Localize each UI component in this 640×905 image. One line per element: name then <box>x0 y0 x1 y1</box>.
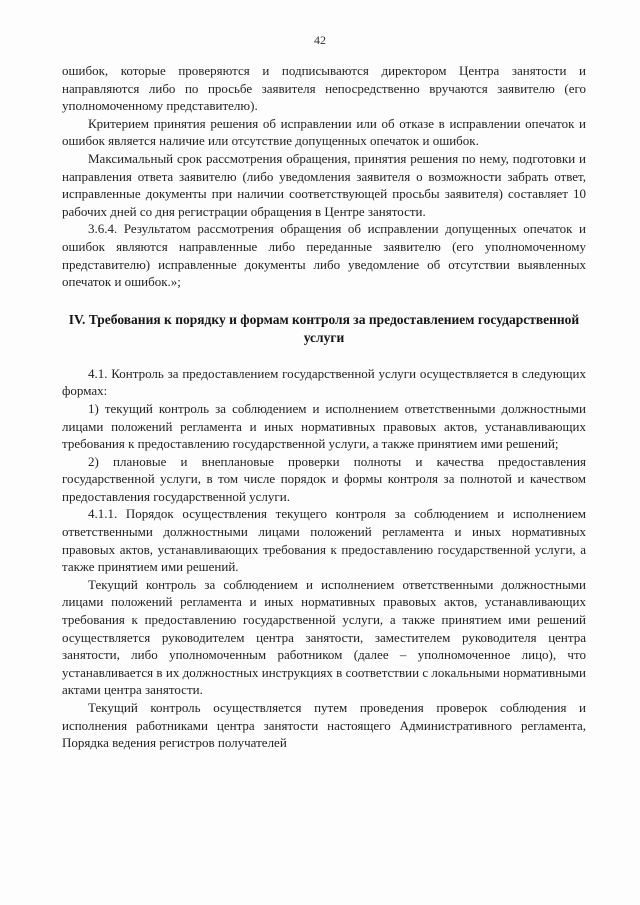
paragraph-current-control: Текущий контроль за соблюдением и исполнением ответственными должностными лицами положений регламента и иных нормативных правовых актов, устанавливающих требования к предоставлению государственной услуги, а также принятием ими решений осуществляется руководителем центра занятости, заместителем руководителя центра занятости, либо уполномоченным работником (далее – уполномоченное лицо), что устанавливается в их должностных инструкциях в соответствии с локальными нормативными актами центра занятости. <box>62 576 586 698</box>
paragraph-3-6-4: 3.6.4. Результатом рассмотрения обращения об исправлении допущенных опечаток и ошибок являются направленные либо переданные заявителю (его уполномоченному представителю) исправленные документы либо уведомление об отсутствии выявленных опечаток и ошибок.»; <box>62 221 586 290</box>
list-item-1: 1) текущий контроль за соблюдением и исполнением ответственными должностными лицами положений регламента и иных нормативных правовых актов, устанавливающих требования к предоставлению государственной услуги, а также принятием ими решений; <box>62 400 586 452</box>
paragraph-criterion: Критерием принятия решения об исправлении или об отказе в исправлении опечаток и ошибок является наличие или отсутствие допущенных опечаток и ошибок. <box>62 115 586 149</box>
paragraph-continuation: ошибок, которые проверяются и подписываются директором Центра занятости и направляются либо по просьбе заявителя непосредственно вручаются заявителю (его уполномоченному представителю). <box>62 63 586 114</box>
paragraph-4-1-1: 4.1.1. Порядок осуществления текущего контроля за соблюдением и исполнением ответственными должностными лицами положений регламента и иных нормативных правовых актов, устанавливающих требования к предоставлению государственной услуги, а также принятием ими решений. <box>62 506 586 575</box>
list-item-2: 2) плановые и внеплановые проверки полноты и качества предоставления государственной услуги, в том числе порядок и формы контроля за полнотой и качеством предоставления государственной услуги. <box>62 453 586 504</box>
paragraph-4-1: 4.1. Контроль за предоставлением государственной услуги осуществляется в следующих формах: <box>62 365 586 399</box>
section-heading: IV. Требования к порядку и формам контроля за предоставлением государственной услуги <box>68 311 580 345</box>
document-body <box>62 62 586 752</box>
paragraph-inspections: Текущий контроль осуществляется путем проведения проверок соблюдения и исполнения работниками центра занятости настоящего Административного регламента, Порядка ведения регистров получателей <box>62 700 586 751</box>
page-number: 42 <box>314 33 326 47</box>
paragraph-max-term: Максимальный срок рассмотрения обращения, принятия решения по нему, подготовки и направления ответа заявителю (либо уведомления заявителя о возможности забрать ответ, исправленные документы при наличии соответствующей просьбы заявителя) составляет 10 рабочих дней со дня регистрации обращения в Центре занятости. <box>62 150 586 219</box>
